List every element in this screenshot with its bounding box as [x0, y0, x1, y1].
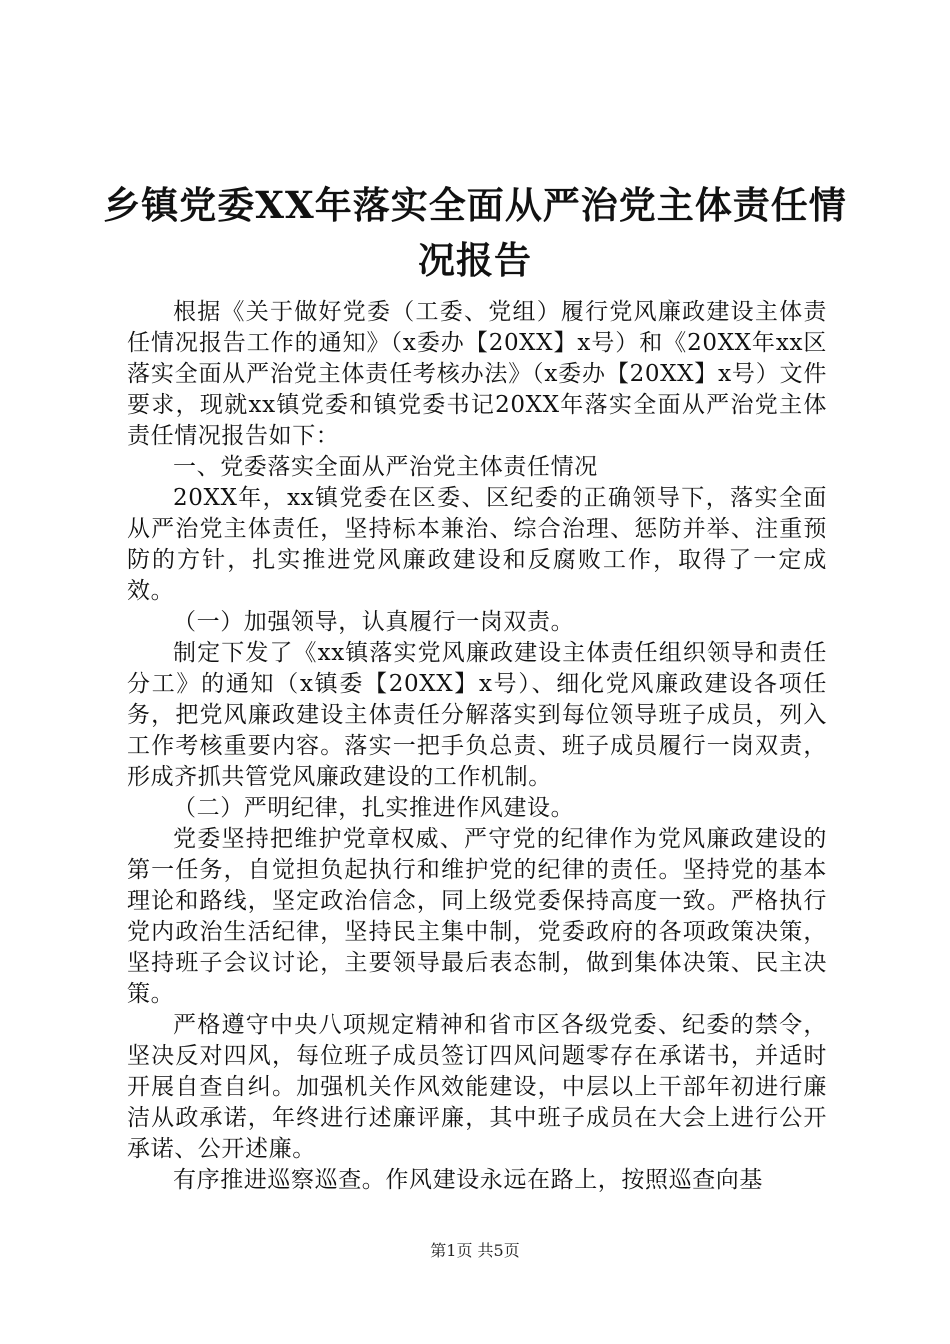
section-heading-1: 一、党委落实全面从严治党主体责任情况	[173, 454, 598, 480]
document-title: 乡镇党委XX年落实全面从严治党主体责任情况报告	[103, 183, 847, 282]
subsection-heading-2: （二）严明纪律，扎实推进作风建设。	[173, 795, 575, 821]
paragraph-intro: 根据《关于做好党委（工委、党组）履行党风廉政建设主体责任情况报告工作的通知》（x委办【20XX】x号）和《20XX年xx区落实全面从严治党主体责任考核办法》（x委办【20XX】x号）文件要求，现就xx镇党委和镇党委书记20XX年落实全面从严治党主体责任情况报告如下：	[127, 299, 827, 449]
paragraph-subsection-2b: 严格遵守中央八项规定精神和省市区各级党委、纪委的禁令，坚决反对四风，每位班子成员签订四风问题零存在承诺书，并适时开展自查自纠。加强机关作风效能建设，中层以上干部年初进行廉洁从政承诺，年终进行述廉评廉，其中班子成员在大会上进行公开承诺、公开述廉。	[127, 1012, 827, 1162]
paragraph-section-1: 20XX年，xx镇党委在区委、区纪委的正确领导下，落实全面从严治党主体责任，坚持标本兼治、综合治理、惩防并举、注重预防的方针，扎实推进党风廉政建设和反腐败工作，取得了一定成效。	[127, 485, 827, 604]
paragraph-subsection-1: 制定下发了《xx镇落实党风廉政建设主体责任组织领导和责任分工》的通知（x镇委【20XX】x号）、细化党风廉政建设各项任务，把党风廉政建设主体责任分解落实到每位领导班子成员，列入工作考核重要内容。落实一把手负总责、班子成员履行一岗双责，形成齐抓共管党风廉政建设的工作机制。	[127, 640, 827, 790]
paragraph-subsection-2a: 党委坚持把维护党章权威、严守党的纪律作为党风廉政建设的第一任务，自觉担负起执行和维护党的纪律的责任。坚持党的基本理论和路线，坚定政治信念，同上级党委保持高度一致。严格执行党内政治生活纪律，坚持民主集中制，党委政府的各项政策决策，坚持班子会议讨论，主要领导最后表态制，做到集体决策、民主决策。	[127, 826, 827, 1007]
subsection-heading-1: （一）加强领导，认真履行一岗双责。	[173, 609, 575, 635]
paragraph-subsection-2c: 有序推进巡察巡查。作风建设永远在路上，按照巡查向基	[173, 1167, 763, 1193]
page-number-footer: 第1页 共5页	[430, 1241, 520, 1260]
document-body	[127, 297, 827, 1196]
